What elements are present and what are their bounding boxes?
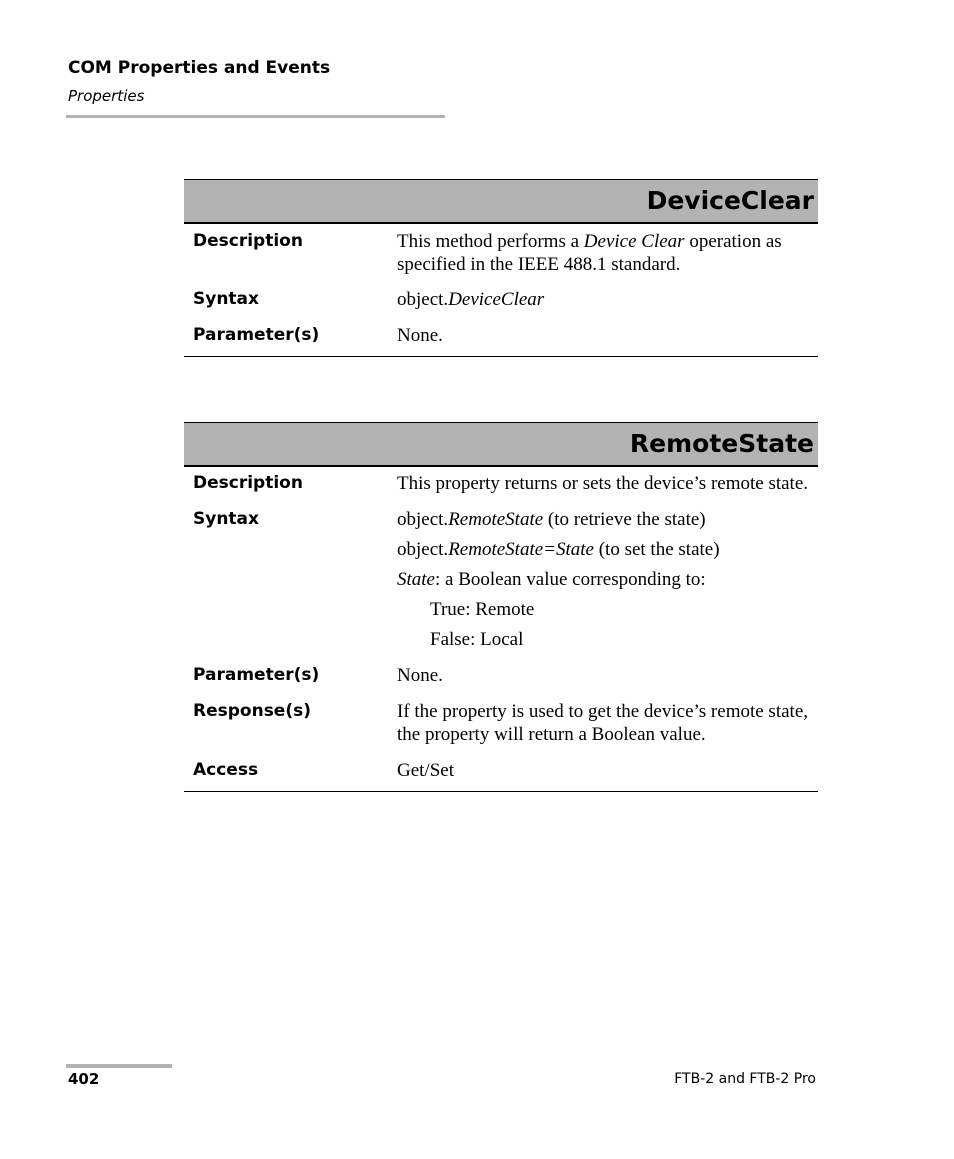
remotestate-description-row [184, 472, 818, 495]
description-label: Description [193, 473, 303, 493]
deviceclear-description-row [184, 230, 818, 276]
footer-rule [66, 1064, 172, 1068]
deviceclear-table [184, 179, 818, 357]
description-label: Description [193, 231, 303, 251]
syntax-get-line: object.RemoteState (to retrieve the state) [397, 509, 706, 530]
product-name: FTB-2 and FTB-2 Pro [674, 1071, 816, 1087]
page-number: 402 [68, 1070, 100, 1088]
parameters-value: None. [397, 325, 443, 346]
remotestate-heading: RemoteState [184, 422, 818, 467]
remotestate-access-row [184, 759, 818, 782]
remotestate-responses-row [184, 700, 818, 746]
syntax-true-line: True: Remote [430, 599, 535, 620]
remotestate-table [184, 422, 818, 792]
syntax-value [397, 508, 815, 651]
section-title: COM Properties and Events [68, 58, 331, 78]
syntax-state-line: State: a Boolean value corresponding to: [397, 569, 706, 590]
responses-label: Response(s) [193, 701, 311, 721]
parameters-label: Parameter(s) [193, 665, 320, 685]
remotestate-syntax-row [184, 508, 818, 651]
parameters-label: Parameter(s) [193, 325, 320, 345]
header-rule [66, 115, 445, 118]
deviceclear-parameters-row [184, 324, 818, 347]
access-label: Access [193, 760, 259, 780]
parameters-value: None. [397, 665, 443, 686]
syntax-label: Syntax [193, 509, 259, 529]
responses-value: If the property is used to get the device’s remote state, the property will return a Boolean value. [397, 701, 809, 745]
description-value: This method performs a Device Clear operation as specified in the IEEE 488.1 standard. [397, 231, 782, 275]
syntax-label: Syntax [193, 289, 259, 309]
deviceclear-syntax-row [184, 288, 818, 311]
syntax-value: object.DeviceClear [397, 289, 545, 310]
syntax-set-line: object.RemoteState=State (to set the state) [397, 539, 720, 560]
section-subtitle: Properties [68, 87, 145, 105]
description-value: This property returns or sets the device’s remote state. [397, 473, 809, 494]
deviceclear-heading: DeviceClear [184, 179, 818, 224]
syntax-false-line: False: Local [430, 629, 524, 650]
access-value: Get/Set [397, 760, 454, 781]
remotestate-parameters-row [184, 664, 818, 687]
